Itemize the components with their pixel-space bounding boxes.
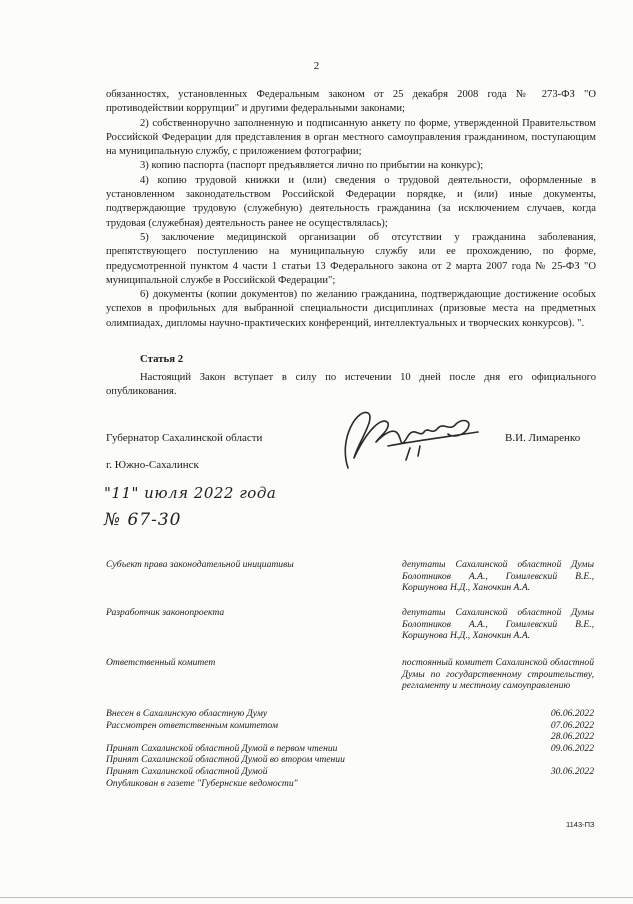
committee-label: Ответственный комитет xyxy=(106,657,216,668)
stage-label: Принят Сахалинской областной Думой xyxy=(106,765,268,777)
paragraph-continuation: обязанностях, установленных Федеральным законом от 25 декабря 2008 года № 273-ФЗ "О противодействии коррупции" и другими федеральными законами; xyxy=(106,89,596,115)
stage-date: 06.06.2022 xyxy=(550,708,594,719)
governor-position: Губернатор Сахалинской области xyxy=(106,432,263,444)
signing-city: г. Южно-Сахалинск xyxy=(106,459,199,471)
article-title: Статья 2 xyxy=(140,353,184,365)
article-body xyxy=(106,371,596,400)
page-edge-line xyxy=(0,897,633,898)
initiative-value: депутаты Сахалинской областной Думы Болотников А.А., Гомилевский В.Е., Коршунова Н.Д., Ханочкин А.А. xyxy=(402,559,594,594)
stage-label: Внесен в Сахалинскую областную Думу xyxy=(106,708,268,719)
stage-label: Принят Сахалинской областной Думой в первом чтении xyxy=(106,742,338,754)
page-number: 2 xyxy=(313,60,320,72)
article-text: Настоящий Закон вступает в силу по истечении 10 дней после дня его официального опубликования. xyxy=(106,372,596,398)
stage-date: 28.06.2022 xyxy=(550,731,594,743)
initiative-label: Субъект права законодательной инициативы xyxy=(106,559,294,570)
developer-label: Разработчик законопроекта xyxy=(106,607,225,618)
paragraph-item-2: 2) собственноручно заполненную и подписанную анкету по форме, утвержденной Правительством Российской Федерации для представления в орган местного самоуправления гражданином, поступающим на муниципальную службу, с приложением фотографии; xyxy=(106,117,596,158)
document-code: 1143-ПЗ xyxy=(566,820,595,829)
stage-date xyxy=(520,754,594,766)
stage-date xyxy=(520,778,594,790)
committee-value: постоянный комитет Сахалинской областной Думы по государственному строительству, регламенту и местному самоуправлению xyxy=(402,657,594,692)
paragraph-item-4: 4) копию трудовой книжки и (или) сведения о трудовой деятельности, оформленные в установленном законодательством Российской Федерации порядке, и (или) иные документы, подтверждающие трудовую (служебную) деятельность гражданина (за исключением случаев, когда трудовая (служебная) деятельность ранее не осуществлялась); xyxy=(106,174,596,229)
stage-date: 07.06.2022 xyxy=(550,719,594,731)
paragraph-item-5: 5) заключение медицинской организации об отсутствии у гражданина заболевания, препятствующего поступлению на муниципальную службу или ее прохождению, по форме, предусмотренной пунктом 4 части 1 статьи 13 Федерального закона от 2 марта 2007 года № 25-ФЗ "О муниципальной службе в Российской Федерации"; xyxy=(106,231,596,286)
signature-image xyxy=(328,398,488,478)
handwritten-law-number: № 67-30 xyxy=(104,510,182,530)
stage-label: Рассмотрен ответственным комитетом xyxy=(106,719,278,731)
paragraph-item-6: 6) документы (копии документов) по желанию гражданина, подтверждающие достижение особых успехов в профильных для выбранной специальности дисциплинах (призовые места на предметных олимпиадах, дипломы научно-практических конференций, интеллектуальных и творческих конкурсов). ". xyxy=(106,289,596,329)
stage-date: 30.06.2022 xyxy=(550,765,594,777)
stages-dates xyxy=(520,708,594,789)
stage-label xyxy=(106,731,108,743)
stage-label: Принят Сахалинской областной Думой во втором чтении xyxy=(106,754,345,766)
developer-value: депутаты Сахалинской областной Думы Болотников А.А., Гомилевский В.Е., Коршунова Н.Д., Ханочкин А.А. xyxy=(402,607,594,642)
stage-label: Опубликован в газете "Губернские ведомости" xyxy=(106,777,298,789)
signature-stroke xyxy=(345,412,478,468)
governor-name: В.И. Лимаренко xyxy=(505,432,581,444)
law-text xyxy=(106,88,596,331)
paragraph-item-3: 3) копию паспорта (паспорт предъявляется лично по прибытии на конкурс); xyxy=(140,160,484,172)
handwritten-date: "11" июля 2022 года xyxy=(104,484,277,502)
stage-date: 09.06.2022 xyxy=(550,742,594,754)
